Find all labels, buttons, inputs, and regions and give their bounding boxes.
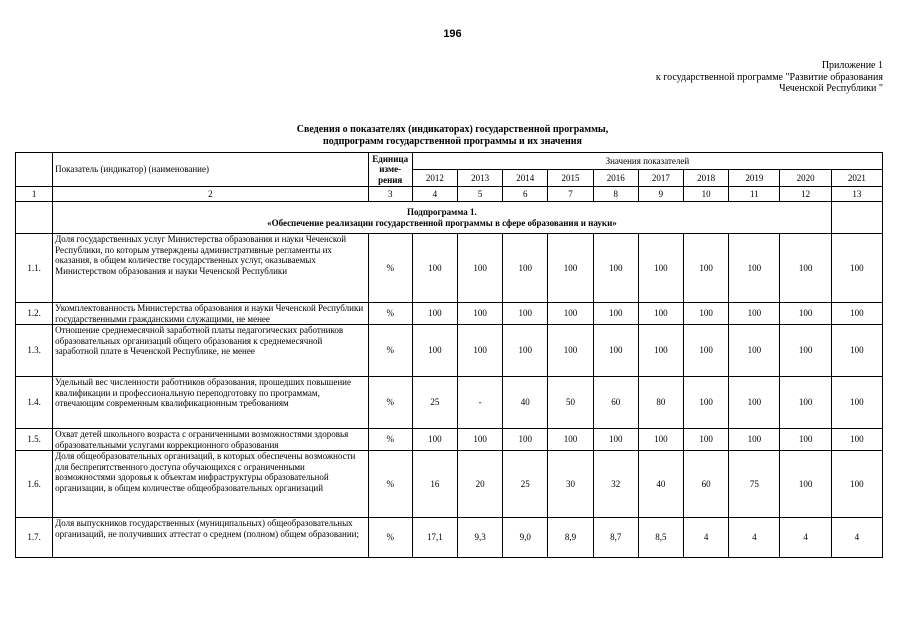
column-number-cell: 9 (638, 187, 683, 202)
unit-cell: % (368, 518, 412, 558)
header-num-blank (16, 153, 53, 187)
value-cell: 100 (458, 303, 503, 325)
appendix-note (656, 60, 883, 95)
unit-cell: % (368, 325, 412, 377)
column-number-cell: 5 (458, 187, 503, 202)
value-cell: 100 (458, 429, 503, 451)
column-numbers-row (16, 187, 883, 202)
value-cell: 16 (412, 451, 457, 518)
row-number: 1.5. (16, 429, 53, 451)
value-cell: 100 (548, 325, 593, 377)
value-cell: 100 (458, 325, 503, 377)
value-cell: 100 (684, 234, 729, 303)
unit-cell: % (368, 303, 412, 325)
value-cell: 100 (503, 429, 548, 451)
value-cell: 100 (684, 377, 729, 429)
column-number-cell: 3 (368, 187, 412, 202)
subprogram-row (16, 202, 883, 234)
appendix-line-1: Приложение 1 (821, 60, 883, 71)
page-number: 196 (443, 28, 462, 40)
value-cell: 100 (831, 377, 882, 429)
value-cell: 100 (638, 303, 683, 325)
value-cell: 100 (412, 429, 457, 451)
unit-cell: % (368, 234, 412, 303)
value-cell: 4 (684, 518, 729, 558)
value-cell: 100 (729, 377, 780, 429)
value-cell: 100 (593, 234, 638, 303)
value-cell: 8,7 (593, 518, 638, 558)
header-year-2015: 2015 (548, 170, 593, 187)
column-number-cell: 4 (412, 187, 457, 202)
subprogram-end-blank (831, 202, 882, 234)
table-row (16, 234, 883, 303)
table-row (16, 377, 883, 429)
header-year-2013: 2013 (458, 170, 503, 187)
header-year-2020: 2020 (780, 170, 831, 187)
value-cell: 100 (684, 429, 729, 451)
value-cell: 100 (503, 234, 548, 303)
header-year-2021: 2021 (831, 170, 882, 187)
row-number: 1.3. (16, 325, 53, 377)
row-number: 1.1. (16, 234, 53, 303)
header-year-2014: 2014 (503, 170, 548, 187)
column-number-cell: 12 (780, 187, 831, 202)
column-number-cell: 7 (548, 187, 593, 202)
value-cell: 100 (831, 325, 882, 377)
value-cell: 100 (729, 303, 780, 325)
value-cell: 100 (780, 325, 831, 377)
value-cell: 32 (593, 451, 638, 518)
value-cell: 4 (729, 518, 780, 558)
value-cell: 100 (729, 325, 780, 377)
document-title (0, 124, 905, 147)
table-row (16, 429, 883, 451)
value-cell: 30 (548, 451, 593, 518)
value-cell: 100 (638, 234, 683, 303)
value-cell: 100 (684, 303, 729, 325)
value-cell: 40 (503, 377, 548, 429)
header-year-2018: 2018 (684, 170, 729, 187)
value-cell: 100 (412, 303, 457, 325)
value-cell: 8,5 (638, 518, 683, 558)
value-cell: 25 (503, 451, 548, 518)
value-cell: 100 (831, 234, 882, 303)
value-cell: 100 (503, 303, 548, 325)
value-cell: 100 (638, 429, 683, 451)
header-unit: Единица изме-рения (368, 153, 412, 187)
value-cell: 100 (593, 303, 638, 325)
value-cell: 100 (548, 429, 593, 451)
value-cell: 100 (780, 234, 831, 303)
value-cell: 75 (729, 451, 780, 518)
value-cell: 60 (593, 377, 638, 429)
value-cell: 8,9 (548, 518, 593, 558)
subprogram-num-blank (16, 202, 53, 234)
indicator-name: Укомплектованность Министерства образования и науки Чеченской Республики государственными гражданскими служащими, не менее (53, 303, 368, 325)
header-indicator: Показатель (индикатор) (наименование) (53, 153, 368, 187)
value-cell: 100 (412, 325, 457, 377)
column-number-cell: 6 (503, 187, 548, 202)
header-row-1 (16, 153, 883, 170)
header-values-group: Значения показателей (412, 153, 882, 170)
value-cell: 100 (729, 234, 780, 303)
value-cell: 100 (503, 325, 548, 377)
row-number: 1.2. (16, 303, 53, 325)
header-year-2019: 2019 (729, 170, 780, 187)
indicator-name: Доля государственных услуг Министерства образования и науки Чеченской Республики, по которым утверждены административные регламенты их оказания, в общем количестве государственных услуг, оказываемых Министерством образования и науки Чеченской Республики (53, 234, 368, 303)
value-cell: 9,3 (458, 518, 503, 558)
title-line-1: Сведения о показателях (индикаторах) государственной программы, (296, 124, 609, 135)
unit-cell: % (368, 451, 412, 518)
row-number: 1.7. (16, 518, 53, 558)
value-cell: 40 (638, 451, 683, 518)
header-year-2017: 2017 (638, 170, 683, 187)
value-cell: 80 (638, 377, 683, 429)
indicator-name: Охват детей школьного возраста с ограниченными возможностями здоровья образовательными услугами коррекционного образования (53, 429, 368, 451)
header-year-2016: 2016 (593, 170, 638, 187)
title-line-2: подпрограмм государственной программы и их значения (323, 135, 582, 147)
value-cell: 100 (780, 377, 831, 429)
value-cell: 100 (831, 429, 882, 451)
value-cell: 100 (593, 429, 638, 451)
value-cell: 100 (831, 303, 882, 325)
value-cell: 100 (831, 451, 882, 518)
column-number-cell: 8 (593, 187, 638, 202)
value-cell: 100 (412, 234, 457, 303)
value-cell: 4 (831, 518, 882, 558)
indicator-name: Доля выпускников государственных (муниципальных) общеобразовательных организаций, не получивших аттестат о среднем (полном) общем образовании; (53, 518, 368, 558)
column-number-cell: 2 (53, 187, 368, 202)
value-cell: 100 (780, 429, 831, 451)
value-cell: - (458, 377, 503, 429)
appendix-line-2: к государственной программе "Развитие образования (655, 71, 883, 83)
row-number: 1.4. (16, 377, 53, 429)
value-cell: 100 (548, 234, 593, 303)
unit-cell: % (368, 429, 412, 451)
table-row (16, 303, 883, 325)
row-number: 1.6. (16, 451, 53, 518)
value-cell: 9,0 (503, 518, 548, 558)
subprogram-line-2: «Обеспечение реализации государственной программы в сфере образования и науки» (267, 217, 617, 228)
appendix-line-3: Чеченской Республики " (779, 83, 883, 94)
value-cell: 60 (684, 451, 729, 518)
table-row (16, 325, 883, 377)
value-cell: 100 (593, 325, 638, 377)
table-row (16, 451, 883, 518)
indicator-name: Удельный вес численности работников образования, прошедших повышение квалификации и профессиональную переподготовку по программам, отвечающим современным квалификационным требованиям (53, 377, 368, 429)
indicator-name: Доля общеобразовательных организаций, в которых обеспечены возможности для беспрепятственного доступа обучающихся с ограниченными возможностями здоровья к объектам инфраструктуры образовательной организации, в общем количестве общеобразовательных организаций (53, 451, 368, 518)
subprogram-title (53, 202, 832, 234)
column-number-cell: 1 (16, 187, 53, 202)
header-year-2012: 2012 (412, 170, 457, 187)
column-number-cell: 13 (831, 187, 882, 202)
value-cell: 100 (548, 303, 593, 325)
value-cell: 17,1 (412, 518, 457, 558)
value-cell: 100 (729, 429, 780, 451)
value-cell: 4 (780, 518, 831, 558)
subprogram-line-1: Подпрограмма 1. (407, 207, 477, 217)
value-cell: 100 (780, 303, 831, 325)
table-row (16, 518, 883, 558)
value-cell: 100 (780, 451, 831, 518)
column-number-cell: 11 (729, 187, 780, 202)
value-cell: 25 (412, 377, 457, 429)
value-cell: 100 (458, 234, 503, 303)
indicator-name: Отношение среднемесячной заработной платы педагогических работников образовательных организаций общего образования к среднемесячной заработной плате в Чеченской Республике, не менее (53, 325, 368, 377)
value-cell: 100 (638, 325, 683, 377)
indicators-table (15, 152, 883, 558)
value-cell: 50 (548, 377, 593, 429)
unit-cell: % (368, 377, 412, 429)
value-cell: 20 (458, 451, 503, 518)
column-number-cell: 10 (684, 187, 729, 202)
value-cell: 100 (684, 325, 729, 377)
